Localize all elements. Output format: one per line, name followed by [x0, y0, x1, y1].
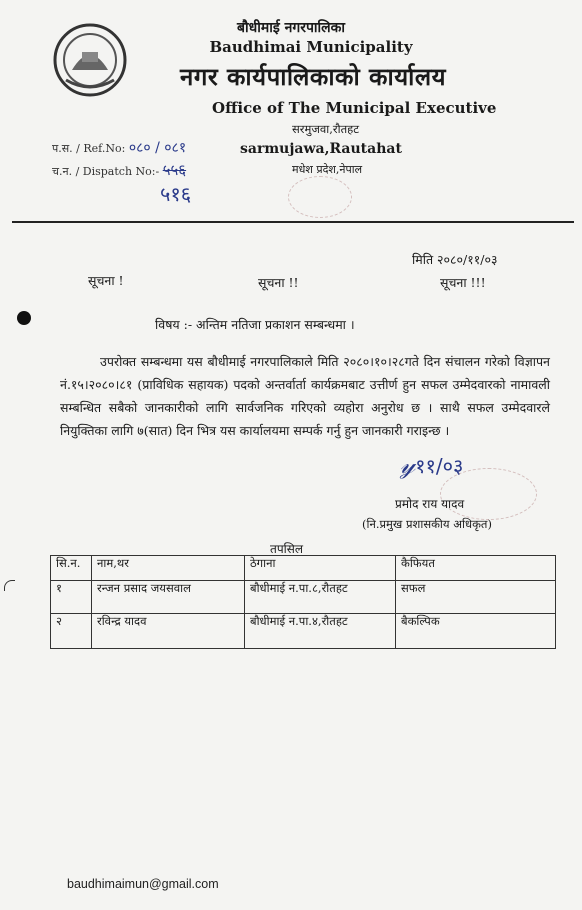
row-2-remarks: बैकल्पिक: [396, 614, 556, 649]
table-row: [51, 614, 556, 649]
punch-hole: [17, 311, 31, 325]
notice-1: सूचना !: [88, 273, 124, 288]
row-2-name: रविन्द्र यादव: [92, 614, 245, 649]
place-en: sarmujawa,Rautahat: [240, 141, 402, 157]
signature-scribble: 𝓎११/०३: [400, 450, 464, 480]
row-2-sn: २: [51, 614, 92, 649]
signature-stamp: [440, 468, 537, 520]
date: मिति २०८०/११/०३: [412, 252, 498, 267]
office-title-en: Office of The Municipal Executive: [212, 99, 497, 117]
office-stamp: [288, 176, 352, 218]
signature-date: ११/०३: [415, 454, 464, 478]
row-1-address: बौधीमाई न.पा.८,रौतहट: [245, 581, 396, 614]
row-2-address: बौधीमाई न.पा.४,रौतहट: [245, 614, 396, 649]
ref-value: ०८० / ०८१: [128, 140, 187, 156]
place-np: सरमुजवा,रौतहट: [292, 122, 360, 136]
header-remarks: कैफियत: [396, 556, 556, 581]
row-1-sn: १: [51, 581, 92, 614]
ref-number: [52, 138, 186, 157]
municipality-name-en: Baudhimai Municipality: [209, 38, 413, 56]
dispatch-label: च.न. / Dispatch No:-: [52, 165, 160, 178]
row-1-remarks: सफल: [396, 581, 556, 614]
body-paragraph: उपरोक्त सम्बन्धमा यस बौधीमाई नगरपालिकाले मिति २०८०।१०।२८गते दिन संचालन गरेको विज्ञापन नं.१५।२०८०।८१ (प्राविधिक सहायक) पदको अन्तर्वार्ता कार्यक्रमबाट उत्तीर्ण हुन सफल उम्मेदवारको नामावली सम्बन्धित सबैको जानकारीको लागि सार्वजनिक गरिएको व्यहोरा अनुरोध छ । साथै सफल उम्मेदवारले नियुक्तिका लागि ७(सात) दिन भित्र यस कार्यालयमा सम्पर्क गर्नु हुन जानकारी गराइन्छ ।: [60, 354, 550, 438]
header-address: ठेगाना: [245, 556, 396, 581]
office-title-np: नगर कार्यपालिकाको कार्यालय: [180, 62, 447, 91]
dispatch-value: ५१६: [160, 182, 192, 206]
results-table: [50, 555, 556, 649]
subject: विषय :- अन्तिम नतिजा प्रकाशन सम्बन्धमा ।: [155, 317, 355, 332]
row-1-name: रन्जन प्रसाद जयसवाल: [92, 581, 245, 614]
header-sn: सि.न.: [51, 556, 92, 581]
footer-email: baudhimaimun@gmail.com: [67, 877, 219, 891]
dispatch-number: [52, 160, 186, 180]
table-row: [51, 581, 556, 614]
signatory-name: प्रमोद राय यादव: [395, 497, 465, 511]
dispatch-struck-value: ५५६: [162, 161, 187, 179]
header-name: नाम,थर: [92, 556, 245, 581]
signatory-title: (नि.प्रमुख प्रशासकीय अधिकृत): [362, 517, 492, 531]
margin-mark: [4, 580, 15, 591]
table-header-row: [51, 556, 556, 581]
table-caption: तपसिल: [270, 542, 304, 556]
province-np: मधेश प्रदेश,नेपाल: [292, 163, 363, 176]
municipality-name-np: बौधीमाई नगरपालिका: [236, 20, 346, 36]
ref-label: प.स. / Ref.No:: [52, 142, 126, 155]
header-divider: [12, 221, 574, 223]
notice-2: सूचना !!: [258, 275, 299, 290]
notice-3: सूचना !!!: [440, 275, 486, 290]
